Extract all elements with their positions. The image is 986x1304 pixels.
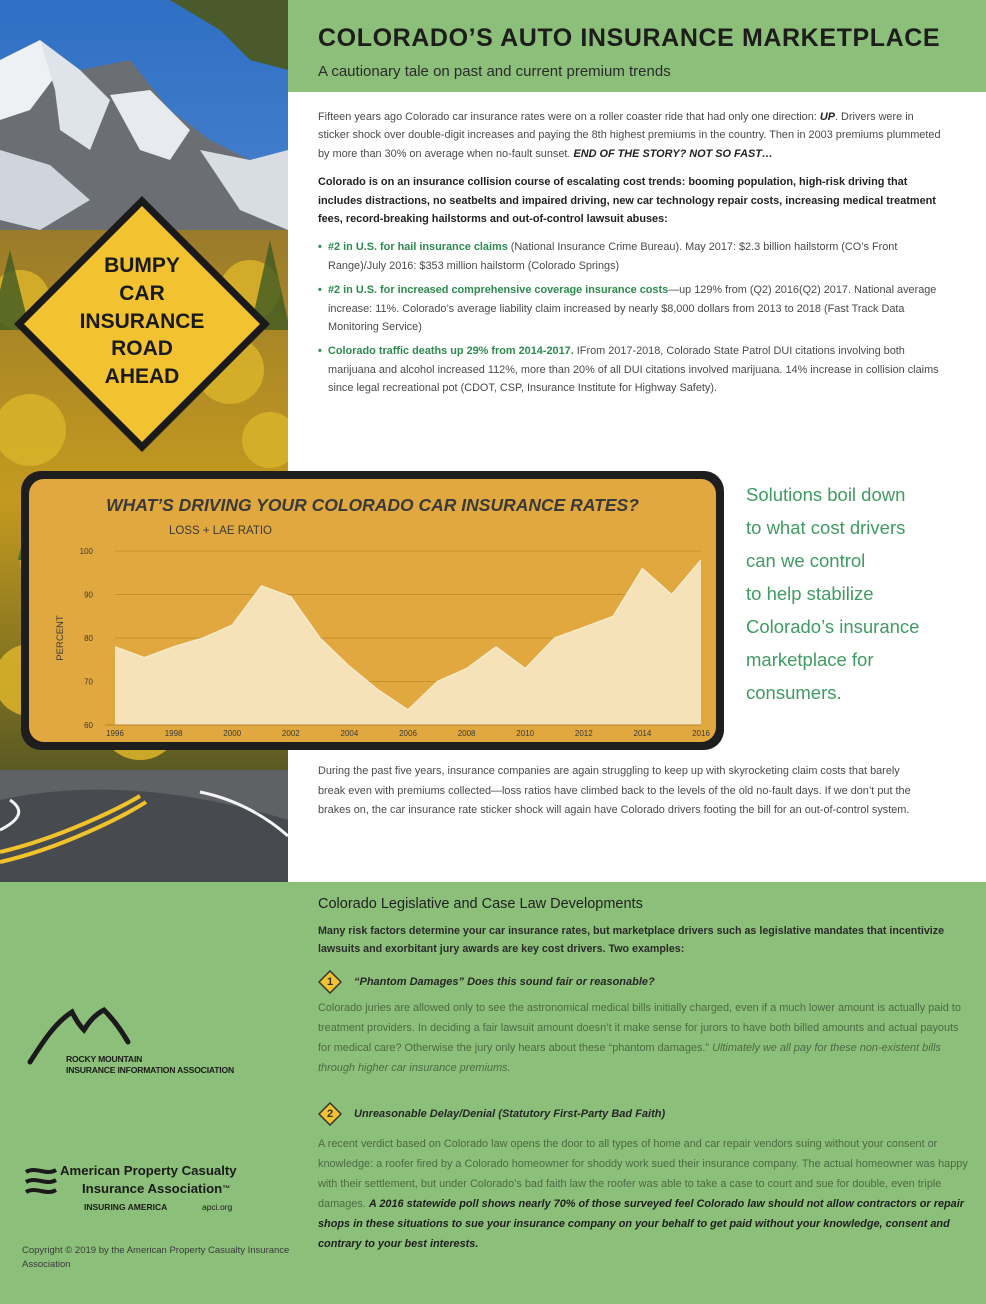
intro-up: UP: [819, 111, 835, 123]
case-heading-text: Unreasonable Delay/Denial (Statutory First-Party Bad Faith): [354, 1108, 666, 1120]
x-tick-label: 2002: [281, 729, 300, 738]
case-heading-text: “Phantom Damages” Does this sound fair or reasonable?: [354, 976, 655, 988]
chart-title: WHAT’S DRIVING YOUR COLORADO CAR INSURANCE RATES?: [106, 495, 639, 515]
intro-trends-paragraph: Colorado is on an insurance collision course of escalating cost trends: booming population, high-risk driving that includes distractions, no seatbelts and impaired driving, new car technology repair costs, increasing medical treatment fees, record-breaking hailstorms and out-of-control lawsuit abuses:: [318, 176, 936, 226]
list-item: [318, 238, 948, 275]
bullet-text: —up 129% from (Q2) 2016(Q2) 2017. National average increase: 11%. Colorado’s average liability claim increased by nearly $8,000 dollars from 2013 to 2018 (Fast Track Data Monitoring Service): [328, 284, 937, 334]
apci-name-text: Insurance Association: [82, 1181, 223, 1196]
case1-body: [318, 998, 968, 1078]
road-sign-line: AHEAD: [104, 365, 180, 389]
y-tick-label: 60: [84, 721, 93, 730]
case2-heading: [318, 1102, 665, 1126]
road-sign-line: INSURANCE: [79, 309, 205, 333]
bullet-lead: #2 in U.S. for increased comprehensive coverage insurance costs: [328, 284, 669, 297]
list-item: [318, 281, 948, 336]
case-body-text: A recent verdict based on Colorado law opens the door to all types of home and car repair vendors suing without your consent or knowledge: a roofer fired by a Colorado homeowner for shoddy work sued their insurance company. The actual homeowner was happy with their settlement, but under Colorado’s bad faith law the roofer was able to take a case to court and sue for double, even triple damages.: [318, 1138, 968, 1210]
intro-text: Fifteen years ago Colorado car insurance rates were on a roller coaster ride that had only one direction:: [318, 111, 820, 123]
x-tick-label: 2000: [223, 729, 242, 738]
page-subtitle: A cautionary tale on past and current premium trends: [318, 63, 671, 80]
road-sign-line: ROAD: [111, 337, 173, 361]
apci-url: apci.org: [202, 1202, 233, 1212]
intro-section: [318, 108, 948, 404]
copyright-notice: Copyright © 2019 by the American Property Casualty Insurance Association: [22, 1245, 290, 1270]
loss-ratio-chart: [29, 479, 716, 742]
intro-end: END OF THE STORY? NOT SO FAST…: [573, 147, 773, 160]
loss-ratio-area: [115, 560, 701, 725]
x-tick-label: 1998: [164, 729, 183, 738]
case-body-emphasis: A 2016 statewide poll shows nearly 70% of those surveyed feel Colorado law should not allow contractors or repair shops in these situations to sue your insurance company on your behalf to get paid without your knowledge, consent and contrary to your best interests.: [318, 1198, 964, 1250]
bullet-lead: #2 in U.S. for hail insurance claims: [328, 241, 508, 254]
case-body-text: Colorado juries are allowed only to see the astronomical medical bills initially charged, even if a much lower amount is actually paid to treatment providers. In deciding a fair lawsuit amount doesn’t it make sense for jurors to have both billed amounts and actual payouts for medical care? Otherwise the jury only hears about these “phantom damages.”: [318, 1002, 961, 1054]
case-number: 1: [326, 976, 334, 988]
y-axis-label: PERCENT: [55, 615, 66, 661]
x-tick-label: 2014: [633, 729, 652, 738]
y-tick-label: 80: [84, 634, 93, 643]
apci-name-line: [60, 1180, 237, 1198]
chart-panel: [29, 479, 716, 742]
solutions-line: Colorado’s insurance: [746, 616, 920, 637]
header-banner: [288, 0, 986, 92]
x-tick-label: 2012: [574, 729, 593, 738]
y-tick-label: 100: [79, 547, 93, 556]
legal-title: Colorado Legislative and Case Law Developments: [318, 896, 643, 912]
legal-intro: Many risk factors determine your car insurance rates, but marketplace drivers such as legislative mandates that incentivize lawsuits and exorbitant jury awards are key cost drivers. Two examples:: [318, 925, 945, 955]
case-number: 2: [326, 1108, 334, 1120]
trend-list: [318, 238, 948, 397]
solutions-callout: [746, 478, 976, 709]
y-tick-label: 70: [84, 677, 93, 687]
x-tick-label: 2016: [692, 729, 710, 738]
bullet-text: (National Insurance Crime Bureau). May 2017: $2.3 billion hailstorm (CO’s Front Range)/July 2016: $353 million hailstorm (Colorado Springs): [328, 241, 898, 272]
case-body-emphasis: Ultimately we all pay for these non-existent bills through higher car insurance premiums.: [318, 1042, 941, 1074]
chart-frame: [21, 471, 724, 750]
bullet-lead: Colorado traffic deaths up 29% from 2014-2017.: [328, 345, 574, 358]
chart-subtitle: LOSS + LAE RATIO: [169, 525, 273, 537]
intro-paragraph: [318, 108, 948, 163]
diamond-number-icon: [318, 1102, 342, 1126]
solutions-line: Solutions boil down: [746, 484, 906, 505]
rmiia-name: [66, 1054, 234, 1076]
rmiia-name-line: INSURANCE INFORMATION ASSOCIATION: [66, 1065, 234, 1075]
apci-name: [60, 1162, 237, 1198]
apci-tagline: INSURING AMERICA: [84, 1202, 168, 1212]
rmiia-name-line: ROCKY MOUNTAIN: [66, 1054, 143, 1064]
page-title: COLORADO’S AUTO INSURANCE MARKETPLACE: [318, 24, 941, 52]
road-sign-line: CAR: [119, 281, 165, 305]
trademark-mark: ™: [222, 1184, 231, 1193]
bullet-text: IFrom 2017-2018, Colorado State Patrol DUI citations involving both marijuana and alcohol increased 112%, more than 20% of all DUI citations involved marijuana. 14% increase in collision claims since legal recreational pot (CDOT, CSP, Insurance Institute for Highway Safety).: [328, 345, 939, 395]
rmiia-logo: [24, 1000, 284, 1090]
flag-logo-icon: [24, 1166, 58, 1206]
intro-text: . Drivers were in sticker shock over double-digit increases and paying the 8th highest premiums in the country. Then in 2003 premiums plummeted by more than 30% on average when no-fault sunset.: [318, 111, 941, 160]
apci-logo: [24, 1162, 284, 1222]
diamond-number-icon: [318, 970, 342, 994]
closing-paragraph: During the past five years, insurance companies are again struggling to keep up with skyrocketing claim costs that barely break even with premiums collected—loss ratios have climbed back to the levels of the old no-fault days. If we don’t put the brakes on, the car insurance rate sticker shock will again have Colorado drivers footing the bill for an out-of-control system.: [318, 765, 911, 817]
legal-panel: [0, 882, 986, 1304]
x-tick-label: 2006: [399, 729, 417, 738]
case2-body: [318, 1134, 968, 1254]
road-sign-text: [42, 252, 242, 391]
solutions-line: to what cost drivers: [746, 517, 906, 538]
solutions-line: marketplace for: [746, 649, 874, 670]
x-tick-label: 2008: [457, 729, 476, 738]
list-item: [318, 342, 948, 397]
solutions-line: consumers.: [746, 682, 842, 703]
road-sign-line: BUMPY: [104, 254, 180, 277]
x-tick-label: 1996: [106, 729, 124, 738]
solutions-line: to help stabilize: [746, 583, 874, 604]
x-tick-label: 2004: [340, 729, 359, 738]
apci-name-line: American Property Casualty: [60, 1163, 237, 1178]
y-tick-label: 90: [84, 590, 93, 600]
case1-heading: [318, 970, 655, 994]
x-tick-label: 2010: [516, 729, 535, 738]
solutions-line: can we control: [746, 550, 866, 571]
